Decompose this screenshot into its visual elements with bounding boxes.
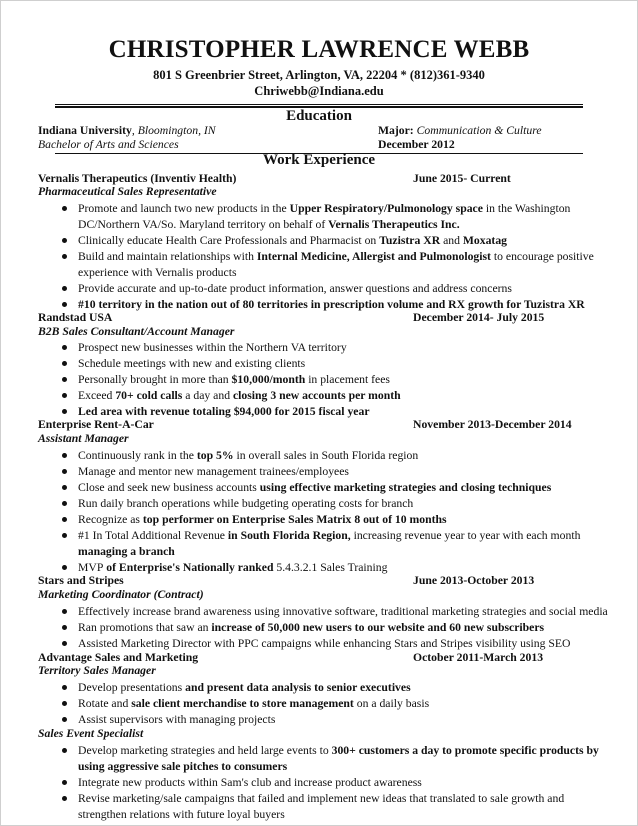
bullet-text <box>78 281 512 297</box>
job-bullet-4-0 <box>62 680 622 696</box>
bullet-segment: Recognize as <box>78 513 143 526</box>
contact-address: 801 S Greenbrier Street, Arlington, VA, 22204 * (812)361-9340 <box>153 68 485 82</box>
job-bullet-0-1 <box>62 217 622 233</box>
bullet-text <box>78 512 447 528</box>
major-label: Major: <box>378 124 414 137</box>
bullet-segment: using effective marketing strategies and closing techniques <box>256 481 552 494</box>
education-graduation-date: December 2012 <box>378 138 455 151</box>
bullet-text <box>78 560 387 576</box>
bullet-segment: managing a branch <box>78 545 175 558</box>
job2-bullet-4-1 <box>62 759 622 775</box>
bullet-text <box>78 372 390 388</box>
bullet-text <box>78 528 580 544</box>
bullet-dot-icon <box>62 409 67 414</box>
bullet-text <box>78 759 287 775</box>
bullet-segment: to encourage positive <box>490 250 594 263</box>
job-title: Marketing Coordinator (Contract) <box>38 588 204 601</box>
bullet-segment: Tuzistra XR <box>379 234 441 247</box>
education-degree: Bachelor of Arts and Sciences <box>38 138 179 151</box>
job-bullet-0-2 <box>62 233 622 249</box>
bullet-segment: Build and maintain relationships with <box>78 250 257 263</box>
job2-bullet-4-2 <box>62 775 622 791</box>
bullet-segment: Assist supervisors with managing projects <box>78 713 276 726</box>
bullet-text <box>78 233 507 249</box>
job-company: Enterprise Rent-A-Car <box>38 418 154 431</box>
bullet-text <box>78 356 305 372</box>
job2-bullet-4-0 <box>62 743 622 759</box>
bullet-segment: #10 territory in the nation out of 80 territories in prescription volume and RX growth for Tuzistra XR <box>78 298 585 311</box>
bullet-segment: Moxatag <box>462 234 508 247</box>
bullet-dot-icon <box>62 393 67 398</box>
job-bullet-2-0 <box>62 448 622 464</box>
bullet-segment: a day and <box>182 389 233 402</box>
job-bullet-4-2 <box>62 712 622 728</box>
bullet-text <box>78 743 599 759</box>
bullet-text <box>78 620 544 636</box>
job-bullet-2-2 <box>62 480 622 496</box>
bullet-segment: Internal Medicine, Allergist and Pulmonologist <box>256 250 491 263</box>
bullet-dot-icon <box>62 238 67 243</box>
bullet-segment: #1 In Total Additional Revenue <box>78 529 225 542</box>
job-bullet-3-1 <box>62 620 622 636</box>
bullet-dot-icon <box>62 609 67 614</box>
bullet-segment: 5.4.3.2.1 Sales Training <box>276 561 388 574</box>
bullet-text <box>78 249 594 265</box>
bullet-segment: increasing revenue year to year with each month <box>353 529 581 542</box>
bullet-segment: in South Florida Region, <box>224 529 354 542</box>
bullet-segment: Prospect new businesses within the Northern VA territory <box>78 341 347 354</box>
bullet-text <box>78 544 175 560</box>
bullet-segment: in overall sales in South Florida region <box>233 449 419 462</box>
bullet-dot-icon <box>62 206 67 211</box>
job2-bullet-4-3 <box>62 791 622 807</box>
bullet-segment: Schedule meetings with new and existing clients <box>78 357 306 370</box>
bullet-segment: sale client merchandise to store management <box>131 697 354 710</box>
bullet-segment: 70+ cold calls <box>115 389 183 402</box>
bullet-segment: Close and seek new business accounts <box>78 481 257 494</box>
job-bullet-2-4 <box>62 512 622 528</box>
bullet-dot-icon <box>62 517 67 522</box>
school-name: Indiana University <box>38 124 132 137</box>
bullet-dot-icon <box>62 641 67 646</box>
bullet-text <box>78 388 401 404</box>
bullet-segment: Personally brought in more than <box>78 373 232 386</box>
job-company: Advantage Sales and Marketing <box>38 651 199 664</box>
education-heading: Education <box>286 108 352 124</box>
bullet-segment: Revise marketing/sale campaigns that failed and implement new ideas that translated to sale growth and <box>78 792 565 805</box>
bullet-segment: Effectively increase brand awareness using innovative software, traditional marketing strategies and social media <box>78 605 608 618</box>
bullet-segment: Ran promotions that saw an <box>78 621 212 634</box>
bullet-segment: Clinically educate Health Care Professionals and Pharmacist on <box>78 234 380 247</box>
bullet-text <box>78 604 608 620</box>
bullet-segment: Rotate and <box>78 697 132 710</box>
job-dates: June 2013-October 2013 <box>413 574 535 587</box>
job-bullet-2-7 <box>62 560 622 576</box>
school-location: , Bloomington, IN <box>131 124 216 137</box>
bullet-text <box>78 201 570 217</box>
job-title: Territory Sales Manager <box>38 664 156 677</box>
job-bullet-0-3 <box>62 249 622 265</box>
bullet-segment: strengthen relations with future loyal buyers <box>78 808 285 821</box>
bullet-segment: Integrate new products within Sam's club and increase product awareness <box>78 776 422 789</box>
bullet-text <box>78 496 413 512</box>
bullet-text <box>78 464 349 480</box>
header-divider-thin <box>55 104 583 105</box>
job-company: Vernalis Therapeutics (Inventiv Health) <box>38 172 237 185</box>
job-title-secondary: Sales Event Specialist <box>38 727 144 740</box>
bullet-segment: Promote and launch two new products in the <box>78 202 290 215</box>
bullet-dot-icon <box>62 469 67 474</box>
bullet-dot-icon <box>62 485 67 490</box>
job-bullet-2-5 <box>62 528 622 544</box>
bullet-segment: Continuously rank in the <box>78 449 197 462</box>
job-bullet-0-0 <box>62 201 622 217</box>
bullet-dot-icon <box>62 254 67 259</box>
job-bullet-1-3 <box>62 388 622 404</box>
bullet-segment: experience with Vernalis products <box>78 266 237 279</box>
bullet-segment: Provide accurate and up-to-date product information, answer questions and address concerns <box>78 282 512 295</box>
job-bullet-2-6 <box>62 544 622 560</box>
bullet-text <box>78 775 422 791</box>
bullet-segment: 300+ customers a day to promote specific products by <box>331 744 599 757</box>
bullet-dot-icon <box>62 533 67 538</box>
job-title: Assistant Manager <box>38 432 129 445</box>
bullet-segment: Led area with revenue totaling $94,000 for 2015 fiscal year <box>78 405 370 418</box>
job2-bullet-4-4 <box>62 807 622 823</box>
bullet-text <box>78 480 551 496</box>
education-school-line <box>38 124 216 138</box>
job-dates: October 2011-March 2013 <box>413 651 544 664</box>
bullet-segment: Develop presentations <box>78 681 183 694</box>
bullet-dot-icon <box>62 501 67 506</box>
job-bullet-0-4 <box>62 265 622 281</box>
bullet-segment: and present data analysis to senior executives <box>182 681 411 694</box>
work-experience-heading: Work Experience <box>262 152 376 168</box>
bullet-segment: Upper Respiratory/Pulmonology space <box>289 202 483 215</box>
bullet-segment: Develop marketing strategies and held large events to <box>78 744 332 757</box>
bullet-dot-icon <box>62 748 67 753</box>
job-bullet-1-0 <box>62 340 622 356</box>
bullet-segment: top 5% <box>196 449 234 462</box>
job-bullet-1-2 <box>62 372 622 388</box>
bullet-segment: Run daily branch operations while budgeting operating costs for branch <box>78 497 414 510</box>
bullet-text <box>78 636 570 652</box>
job-company: Stars and Stripes <box>38 574 124 587</box>
bullet-segment: top performer on Enterprise Sales Matrix 8 out of 10 months <box>142 513 447 526</box>
job-dates: December 2014- July 2015 <box>413 311 545 324</box>
job-bullet-4-1 <box>62 696 622 712</box>
bullet-dot-icon <box>62 780 67 785</box>
job-company: Randstad USA <box>38 311 113 324</box>
bullet-text <box>78 807 285 823</box>
job-bullet-2-3 <box>62 496 622 512</box>
bullet-segment: $10,000/month <box>231 373 306 386</box>
education-major-line <box>378 124 542 138</box>
candidate-name: CHRISTOPHER LAWRENCE WEBB <box>108 36 530 63</box>
bullet-segment: Vernalis Therapeutics Inc. <box>328 218 460 231</box>
bullet-dot-icon <box>62 377 67 382</box>
bullet-segment: and <box>440 234 463 247</box>
bullet-segment: DC/Northern VA/So. Maryland territory on behalf of <box>78 218 329 231</box>
bullet-segment: Manage and mentor new management trainees/employees <box>78 465 349 478</box>
bullet-text <box>78 791 564 807</box>
major-value: Communication & Culture <box>413 124 542 137</box>
bullet-segment: using aggressive sale pitches to consumers <box>78 760 288 773</box>
bullet-text <box>78 217 460 233</box>
job-title: B2B Sales Consultant/Account Manager <box>38 325 235 338</box>
job-bullet-3-2 <box>62 636 622 652</box>
bullet-dot-icon <box>62 796 67 801</box>
job-dates: November 2013-December 2014 <box>413 418 572 431</box>
contact-email: Chriwebb@Indiana.edu <box>254 84 384 98</box>
bullet-segment: in placement fees <box>305 373 390 386</box>
bullet-dot-icon <box>62 286 67 291</box>
bullet-dot-icon <box>62 453 67 458</box>
bullet-dot-icon <box>62 565 67 570</box>
bullet-text <box>78 340 347 356</box>
bullet-segment: in the Washington <box>482 202 571 215</box>
job-dates: June 2015- Current <box>413 172 511 185</box>
bullet-text <box>78 712 275 728</box>
bullet-segment: increase of 50,000 new users to our website and 60 new subscribers <box>211 621 545 634</box>
bullet-segment: on a daily basis <box>353 697 430 710</box>
bullet-dot-icon <box>62 345 67 350</box>
bullet-text <box>78 448 418 464</box>
bullet-segment: of Enterprise's Nationally ranked <box>103 561 277 574</box>
job-bullet-3-0 <box>62 604 622 620</box>
bullet-segment: Assisted Marketing Director with PPC campaigns while enhancing Stars and Stripes visibility using SEO <box>78 637 571 650</box>
bullet-text <box>78 680 411 696</box>
bullet-segment: Exceed <box>78 389 116 402</box>
bullet-dot-icon <box>62 625 67 630</box>
bullet-text <box>78 265 237 281</box>
bullet-segment: closing 3 new accounts per month <box>232 389 401 402</box>
bullet-dot-icon <box>62 717 67 722</box>
bullet-dot-icon <box>62 701 67 706</box>
bullet-dot-icon <box>62 361 67 366</box>
job-bullet-0-5 <box>62 281 622 297</box>
bullet-dot-icon <box>62 685 67 690</box>
job-bullet-1-1 <box>62 356 622 372</box>
bullet-text <box>78 696 429 712</box>
bullet-dot-icon <box>62 302 67 307</box>
bullet-segment: MVP <box>78 561 104 574</box>
job-title: Pharmaceutical Sales Representative <box>38 185 217 198</box>
job-bullet-2-1 <box>62 464 622 480</box>
